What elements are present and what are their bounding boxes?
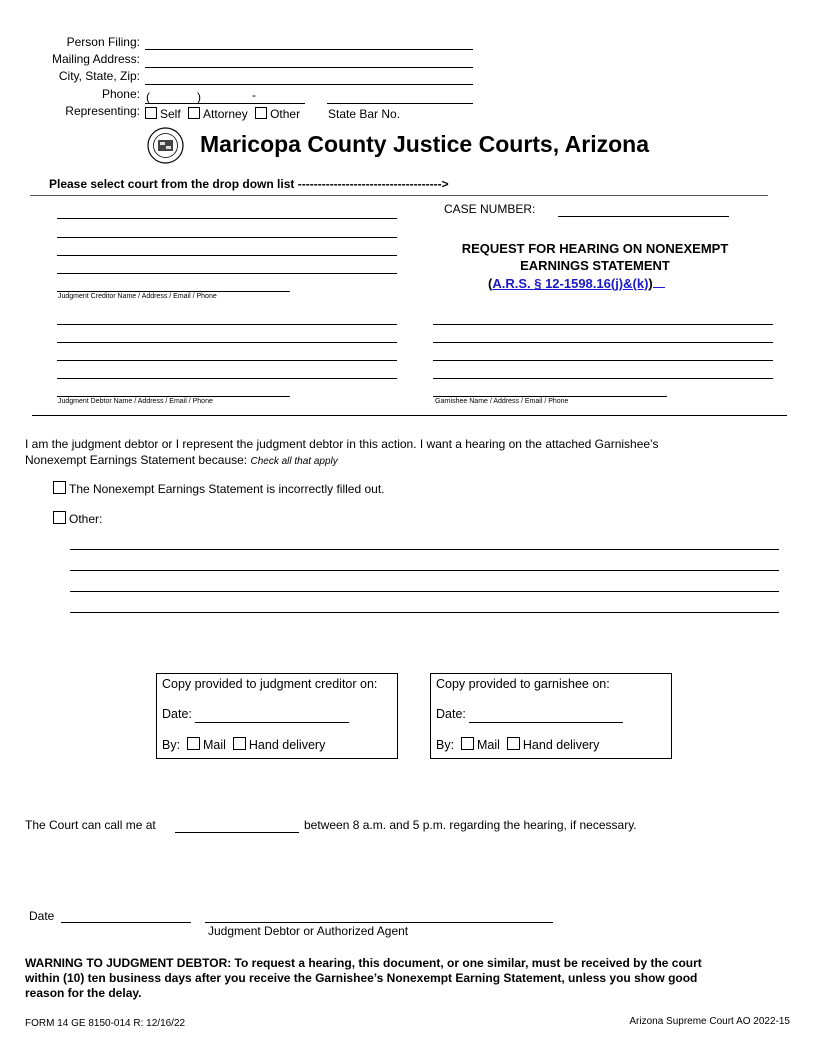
document-title-line-1: REQUEST FOR HEARING ON NONEXEMPT xyxy=(461,241,729,256)
person-filing-field[interactable] xyxy=(145,49,473,50)
copy-creditor-title: Copy provided to judgment creditor on: xyxy=(162,677,378,691)
garnishee-line[interactable] xyxy=(433,378,773,379)
debtor-line[interactable] xyxy=(57,342,397,343)
garnishee-label: Garnishee Name / Address / Email / Phone xyxy=(435,398,569,405)
other-reason-line[interactable] xyxy=(70,612,779,613)
copy-creditor-by: By: Mail Hand delivery xyxy=(162,738,326,752)
phone-close-paren: ) xyxy=(197,90,201,104)
creditor-line[interactable] xyxy=(57,255,397,256)
debtor-line[interactable] xyxy=(57,360,397,361)
creditor-line[interactable] xyxy=(57,273,397,274)
debtor-label: Judgment Debtor Name / Address / Email / Phone xyxy=(58,398,213,405)
debtor-line[interactable] xyxy=(57,378,397,379)
phone-label: Phone: xyxy=(101,87,140,101)
signature-field[interactable] xyxy=(205,922,553,923)
garnishee-line[interactable] xyxy=(433,324,773,325)
warning-line-2: within (10) ten business days after you receive the Garnishee’s Nonexempt Earning Statement, unless you show good xyxy=(25,971,698,985)
signature-label: Judgment Debtor or Authorized Agent xyxy=(208,924,409,938)
mailing-address-label: Mailing Address: xyxy=(51,52,140,66)
representing-label: Representing: xyxy=(65,104,140,118)
court-select-dropdown[interactable]: Please select court from the drop down list ------------------------------------> xyxy=(49,177,449,191)
rep-self-checkbox[interactable]: Self xyxy=(145,107,181,121)
case-number-label: CASE NUMBER: xyxy=(444,202,536,216)
case-number-field[interactable] xyxy=(558,216,729,217)
call-phone-field[interactable] xyxy=(175,832,299,833)
garnishee-line[interactable] xyxy=(433,360,773,361)
intro-text-line-1: I am the judgment debtor or I represent the judgment debtor in this action. I want a hearing on the attached Garnishee’s xyxy=(25,437,659,451)
creditor-mail-checkbox[interactable]: Mail xyxy=(187,738,226,752)
city-state-zip-field[interactable] xyxy=(145,84,473,85)
statute-link[interactable]: A.R.S. § 12-1598.16(j)&(k) xyxy=(492,276,649,291)
copy-creditor-date-field[interactable] xyxy=(195,722,349,723)
option-incorrect-checkbox[interactable]: The Nonexempt Earnings Statement is incorrectly filled out. xyxy=(53,481,384,496)
divider xyxy=(30,195,768,196)
other-reason-line[interactable] xyxy=(70,570,779,571)
garnishee-mail-checkbox[interactable]: Mail xyxy=(461,738,500,752)
phone-field[interactable] xyxy=(145,103,305,104)
creditor-label: Judgment Creditor Name / Address / Email / Phone xyxy=(58,293,217,300)
creditor-line[interactable] xyxy=(57,218,397,219)
call-text-after: between 8 a.m. and 5 p.m. regarding the hearing, if necessary. xyxy=(304,818,637,832)
county-seal-icon xyxy=(147,127,184,164)
signature-date-field[interactable] xyxy=(61,922,191,923)
creditor-hand-delivery-checkbox[interactable]: Hand delivery xyxy=(233,738,325,752)
creditor-line[interactable] xyxy=(57,237,397,238)
mailing-address-field[interactable] xyxy=(145,67,473,68)
copy-creditor-date-label: Date: xyxy=(162,707,192,721)
copy-garnishee-date-field[interactable] xyxy=(469,722,623,723)
intro-hint: Check all that apply xyxy=(250,456,338,467)
divider xyxy=(32,415,787,416)
creditor-line[interactable] xyxy=(57,291,290,292)
other-reason-line[interactable] xyxy=(70,591,779,592)
warning-line-3: reason for the delay. xyxy=(25,986,142,1000)
copy-creditor-box xyxy=(156,673,398,759)
person-filing-label: Person Filing: xyxy=(66,35,140,49)
state-bar-field[interactable] xyxy=(327,103,473,104)
garnishee-line[interactable] xyxy=(433,396,667,397)
city-state-zip-label: City, State, Zip: xyxy=(58,69,140,83)
state-bar-label: State Bar No. xyxy=(328,107,401,121)
copy-garnishee-by: By: Mail Hand delivery xyxy=(436,738,600,752)
signature-date-label: Date xyxy=(29,909,55,923)
footer-form-id: FORM 14 GE 8150-014 R: 12/16/22 xyxy=(25,1018,186,1029)
other-reason-line[interactable] xyxy=(70,549,779,550)
court-title: Maricopa County Justice Courts, Arizona xyxy=(200,131,649,157)
garnishee-hand-delivery-checkbox[interactable]: Hand delivery xyxy=(507,738,599,752)
footer-ao: Arizona Supreme Court AO 2022-15 xyxy=(629,1016,790,1027)
option-other-checkbox[interactable]: Other: xyxy=(53,511,102,526)
garnishee-line[interactable] xyxy=(433,342,773,343)
copy-garnishee-title: Copy provided to garnishee on: xyxy=(436,677,610,691)
phone-dash: - xyxy=(252,88,256,102)
call-text-before: The Court can call me at xyxy=(25,818,156,832)
warning-line-1: WARNING TO JUDGMENT DEBTOR: To request a hearing, this document, or one similar, must be received by the court xyxy=(25,956,702,970)
rep-attorney-checkbox[interactable]: Attorney xyxy=(188,107,248,121)
debtor-line[interactable] xyxy=(57,324,397,325)
statute-reference: (A.R.S. § 12-1598.16(j)&(k)) xyxy=(488,275,665,291)
rep-other-checkbox[interactable]: Other xyxy=(255,107,300,121)
copy-garnishee-date-label: Date: xyxy=(436,707,466,721)
intro-text-line-2: Nonexempt Earnings Statement because: Check all that apply xyxy=(25,453,338,467)
phone-open-paren: ( xyxy=(146,90,150,104)
document-title-line-2: EARNINGS STATEMENT xyxy=(520,258,670,273)
debtor-line[interactable] xyxy=(57,396,290,397)
representing-options xyxy=(145,107,300,121)
copy-garnishee-box xyxy=(430,673,672,759)
